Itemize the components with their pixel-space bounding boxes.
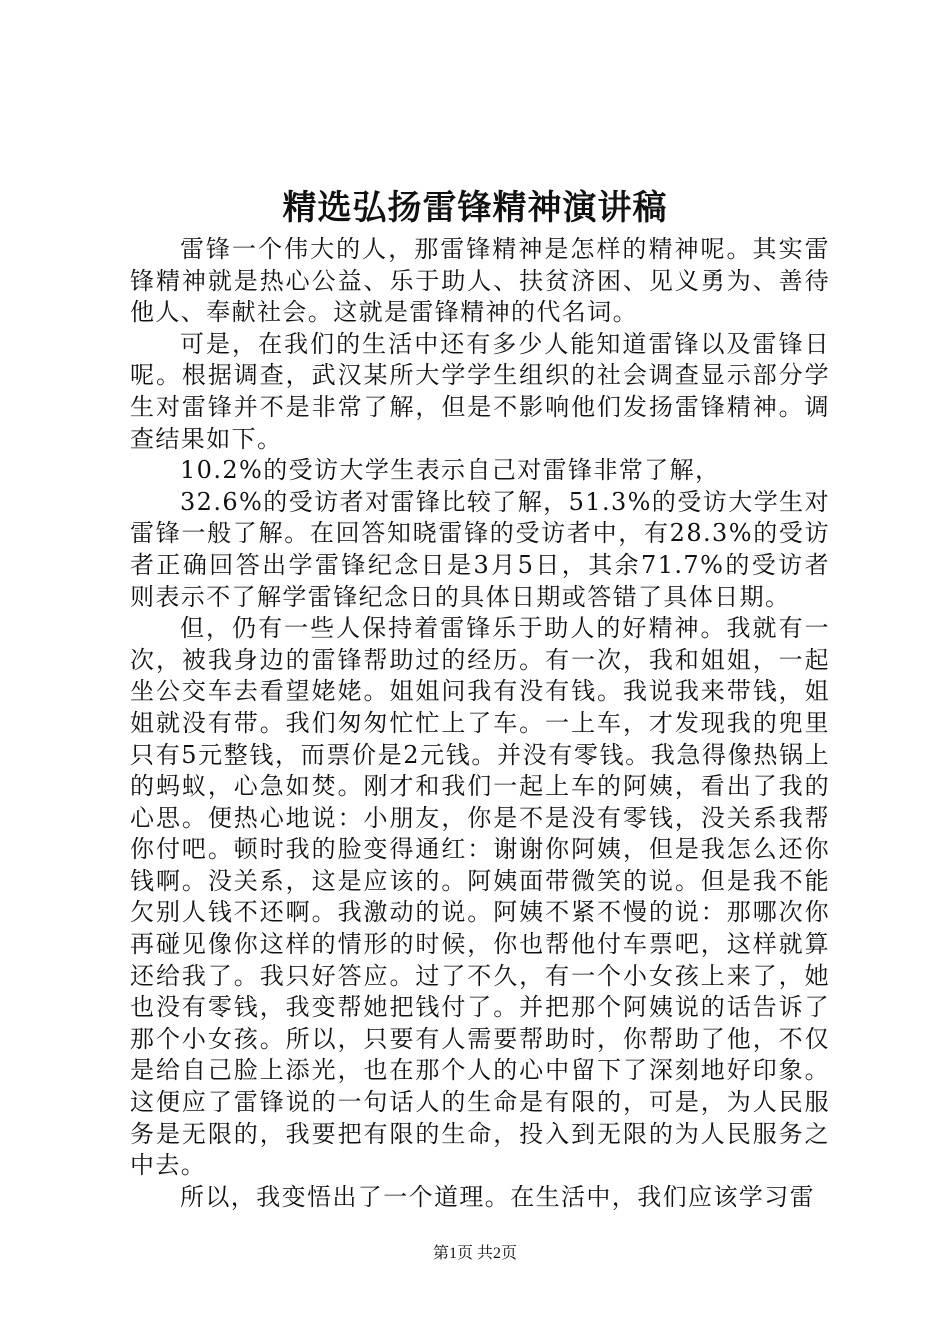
paragraph-3: 10.2%的受访大学生表示自己对雷锋非常了解，: [180, 456, 721, 485]
document-body: [130, 234, 830, 1213]
paragraph-4: 32.6%的受访者对雷锋比较了解，51.3%的受访大学生对雷锋一般了解。在回答知晓雷锋的受访者中，有28.3%的受访者正确回答出学雷锋纪念日是3月5日，其余71.7%的受访者则表示不了解学雷锋纪念日的具体日期或答错了具体日期。: [130, 487, 830, 611]
paragraph-6: 所以，我变悟出了一个道理。在生活中，我们应该学习雷: [180, 1182, 815, 1211]
paragraph-2: 可是，在我们的生活中还有多少人能知道雷锋以及雷锋日呢。根据调查，武汉某所大学学生组织的社会调查显示部分学生对雷锋并不是非常了解，但是不影响他们发扬雷锋精神。调查结果如下。: [130, 329, 830, 453]
paragraph-5: 但，仍有一些人保持着雷锋乐于助人的好精神。我就有一次，被我身边的雷锋帮助过的经历。有一次，我和姐姐，一起坐公交车去看望姥姥。姐姐问我有没有钱。我说我来带钱，姐姐就没有带。我们匆匆忙忙上了车。一上车，才发现我的兜里只有5元整钱，而票价是2元钱。并没有零钱。我急得像热锅上的蚂蚁，心急如焚。刚才和我们一起上车的阿姨，看出了我的心思。便热心地说：小朋友，你是不是没有零钱，没关系我帮你付吧。顿时我的脸变得通红：谢谢你阿姨，但是我怎么还你钱啊。没关系，这是应该的。阿姨面带微笑的说。但是我不能欠别人钱不还啊。我激动的说。阿姨不紧不慢的说：那哪次你再碰见像你这样的情形的时候，你也帮他付车票吧，这样就算还给我了。我只好答应。过了不久，有一个小女孩上来了，她也没有零钱，我变帮她把钱付了。并把那个阿姨说的话告诉了那个小女孩。所以，只要有人需要帮助时，你帮助了他，不仅是给自己脸上添光，也在那个人的心中留下了深刻地好印象。这便应了雷锋说的一句话人的生命是有限的，可是，为人民服务是无限的，我要把有限的生命，投入到无限的为人民服务之中去。: [130, 614, 830, 1180]
document-title: 精选弘扬雷锋精神演讲稿: [282, 188, 668, 228]
page-footer: 第1页 共2页: [432, 1245, 517, 1262]
paragraph-1: 雷锋一个伟大的人，那雷锋精神是怎样的精神呢。其实雷锋精神就是热心公益、乐于助人、扶贫济困、见义勇为、善待他人、奉献社会。这就是雷锋精神的代名词。: [130, 235, 830, 327]
